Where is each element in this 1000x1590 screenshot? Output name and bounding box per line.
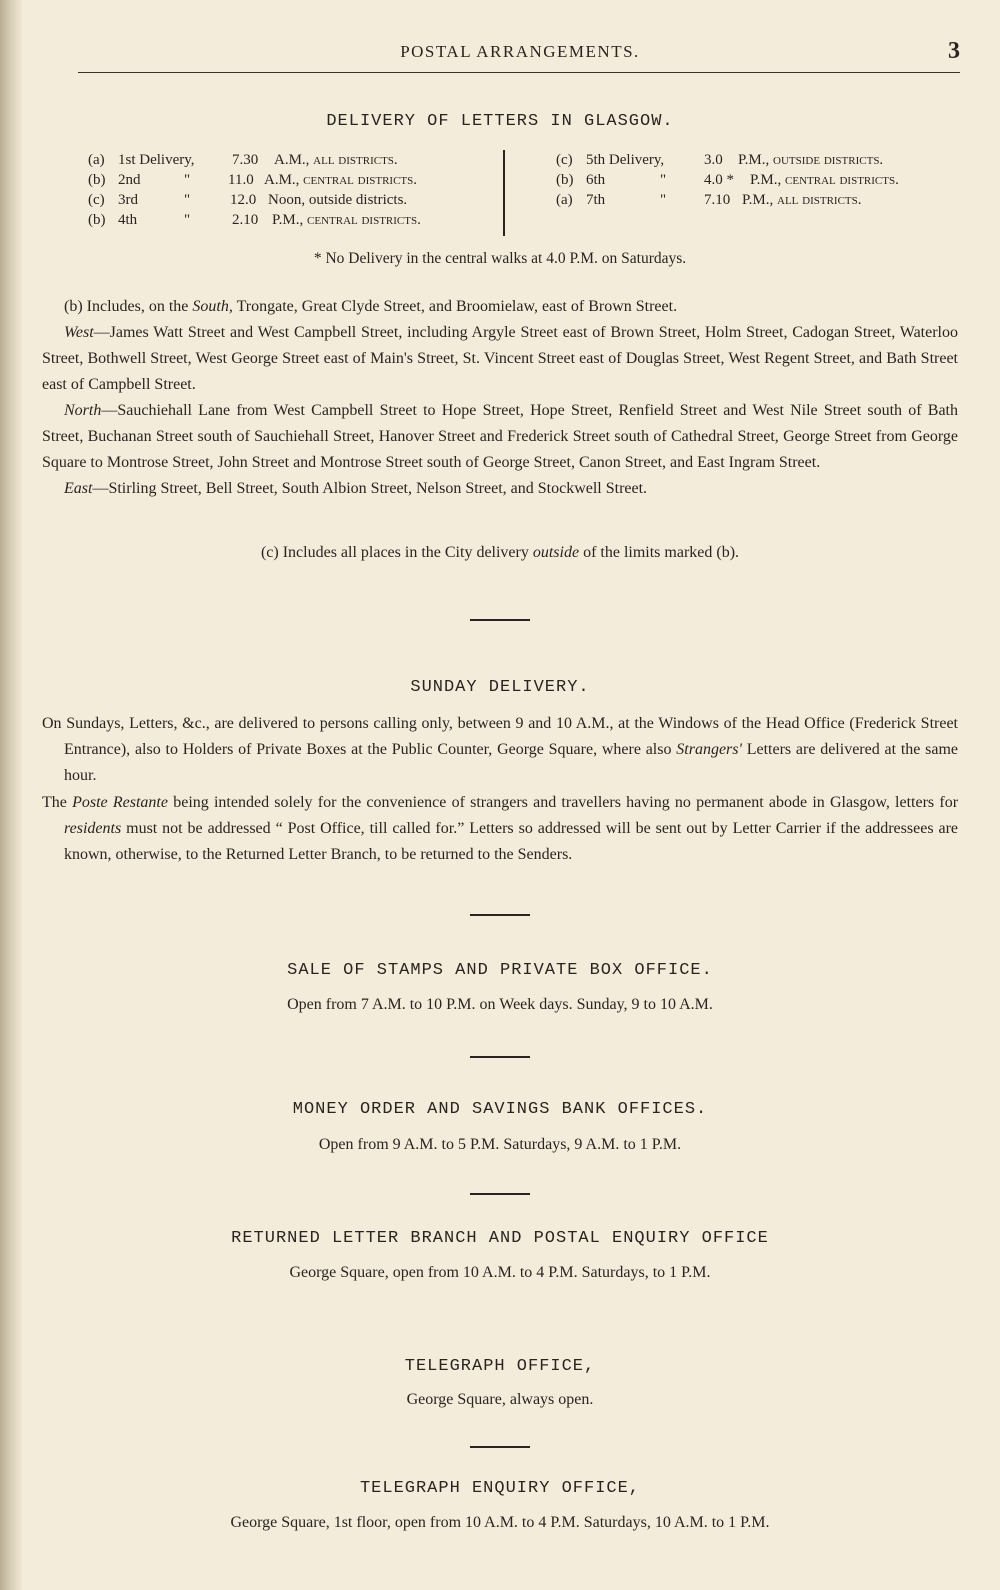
delivery-footnote: * No Delivery in the central walks at 4.0 P.M. on Saturdays. <box>313 250 687 267</box>
sunday-paragraph-1 <box>42 711 958 789</box>
column-divider <box>503 150 505 236</box>
row-time: 7.10 <box>704 192 731 208</box>
row-ordinal: 2nd <box>118 172 141 188</box>
sunday-p1-text: On Sundays, Letters, &c., are delivered to persons calling only, between 9 and 10 A.M., at the Windows of the Head Office (Frederick Street Entrance), also to Holders of Private Boxes at the Public Counter, George Square, where also <box>42 715 958 758</box>
row-mark: (b) <box>88 172 106 188</box>
north-label: North <box>64 402 102 419</box>
row-mark: (a) <box>88 152 105 168</box>
running-title: POSTAL ARRANGEMENTS. <box>400 42 640 61</box>
row-suffix: P.M., all districts. <box>742 192 862 208</box>
sunday-p2-lead: The <box>42 794 67 811</box>
row-mark: (a) <box>556 192 573 208</box>
delivery-row <box>88 190 498 210</box>
sunday-p2-text: being intended solely for the convenience of strangers and travellers having no permanent abode in Glasgow, letters for <box>173 794 959 811</box>
note-b <box>42 294 958 502</box>
sunday-paragraph-2 <box>42 790 958 868</box>
poste-restante: Poste Restante <box>72 794 168 811</box>
row-suffix: P.M., central districts. <box>272 212 421 228</box>
row-time: 12.0 <box>230 192 257 208</box>
note-b-lead: (b) Includes, on the <box>64 298 189 315</box>
south-text: Trongate, Great Clyde Street, and Broomielaw, east of Brown Street. <box>236 298 678 315</box>
binding-edge <box>0 0 22 1590</box>
delivery-row <box>556 170 966 190</box>
section-divider <box>470 619 530 621</box>
row-ordinal: 5th Delivery, <box>586 152 665 168</box>
residents-italic: residents <box>64 820 122 837</box>
sunday-p1-italic: Strangers' <box>676 741 742 758</box>
delivery-heading: DELIVERY OF LETTERS IN GLASGOW. <box>326 112 674 131</box>
note-c-after: of the limits marked (b). <box>583 544 740 561</box>
note-c-before: (c) Includes all places in the City delivery <box>260 544 529 561</box>
delivery-row <box>556 190 966 210</box>
row-suffix: A.M., all districts. <box>274 152 398 168</box>
stamps-hours: Open from 7 A.M. to 10 P.M. on Week days. Sunday, 9 to 10 A.M. <box>287 996 713 1013</box>
sunday-heading: SUNDAY DELIVERY. <box>410 678 590 697</box>
note-b-north <box>42 398 958 476</box>
delivery-row <box>556 150 966 170</box>
row-ordinal: 7th <box>586 192 606 208</box>
delivery-row <box>88 210 498 230</box>
page-number: 3 <box>948 38 960 64</box>
row-time: 7.30 <box>232 152 259 168</box>
row-mark: (b) <box>556 172 574 188</box>
row-ditto: " <box>184 172 191 188</box>
section-divider <box>470 914 530 916</box>
west-text: —James Watt Street and West Campbell Street, including Argyle Street east of Brown Street, Holm Street, Cadogan Street, Waterloo Street, Bothwell Street, West George Street east of Main's Street, St. Vincent Street east of Douglas Street, West Regent Street, and Bath Street east of Campbell Street. <box>42 324 958 393</box>
row-ordinal: 6th <box>586 172 606 188</box>
east-text: —Stirling Street, Bell Street, South Albion Street, Nelson Street, and Stockwell Street. <box>92 480 648 497</box>
east-label: East <box>64 480 93 497</box>
delivery-row <box>88 150 498 170</box>
delivery-schedule-left <box>88 150 498 230</box>
row-time: 3.0 <box>704 152 723 168</box>
money-order-hours: Open from 9 A.M. to 5 P.M. Saturdays, 9 A.M. to 1 P.M. <box>318 1136 682 1153</box>
north-text: —Sauchiehall Lane from West Campbell Street to Hope Street, Hope Street, Renfield Street and West Nile Street south of Bath Street, Buchanan Street south of Sauchiehall Street, Hanover Street and Frederick Street south of Cathedral Street, George Street from George Square to Montrose Street, John Street and Montrose Street south of George Street, Canon Street, and East Ingram Street. <box>42 402 958 471</box>
header-rule <box>78 72 960 73</box>
stamps-heading: SALE OF STAMPS AND PRIVATE BOX OFFICE. <box>287 961 713 980</box>
row-time: 11.0 <box>228 172 254 188</box>
row-suffix: Noon, outside districts. <box>268 192 408 208</box>
returned-letter-hours: George Square, open from 10 A.M. to 4 P.M. Saturdays, to 1 P.M. <box>289 1264 711 1281</box>
row-time: 2.10 <box>232 212 259 228</box>
money-order-heading: MONEY ORDER AND SAVINGS BANK OFFICES. <box>292 1100 708 1119</box>
row-mark: (c) <box>88 192 105 208</box>
telegraph-enquiry-hours: George Square, 1st floor, open from 10 A.M. to 4 P.M. Saturdays, 10 A.M. to 1 P.M. <box>230 1514 770 1531</box>
south-label: South, <box>192 298 233 315</box>
row-ordinal: 3rd <box>118 192 138 208</box>
row-suffix: P.M., central districts. <box>750 172 899 188</box>
delivery-schedule-right <box>556 150 966 210</box>
row-ordinal: 1st Delivery, <box>118 152 195 168</box>
row-ditto: " <box>660 192 667 208</box>
row-ditto: " <box>184 212 191 228</box>
west-label: West <box>64 324 94 341</box>
note-c-italic: outside <box>532 544 580 561</box>
row-mark: (b) <box>88 212 106 228</box>
note-c <box>40 540 960 566</box>
note-b-west <box>42 320 958 398</box>
sunday-p1-end: Letters are delivered at the same hour. <box>64 741 959 784</box>
row-ordinal: 4th <box>118 212 138 228</box>
sunday-p2-end: must not be addressed “ Post Office, till called for.” Letters so addressed will be sent out by Letter Carrier if the addressees are known, otherwise, to the Returned Letter Branch, to be returned to the Senders. <box>64 820 959 863</box>
running-head <box>80 38 960 68</box>
note-b-south <box>42 294 958 320</box>
row-suffix: P.M., outside districts. <box>738 152 884 168</box>
section-divider <box>470 1446 530 1448</box>
returned-letter-heading: RETURNED LETTER BRANCH AND POSTAL ENQUIRY OFFICE <box>231 1229 769 1248</box>
telegraph-enquiry-heading: TELEGRAPH ENQUIRY OFFICE, <box>359 1479 641 1498</box>
row-mark: (c) <box>556 152 573 168</box>
note-b-east <box>42 476 958 502</box>
row-ditto: " <box>660 172 667 188</box>
section-divider <box>470 1193 530 1195</box>
telegraph-hours: George Square, always open. <box>406 1391 594 1408</box>
row-time: 4.0 * <box>704 172 734 188</box>
row-ditto: " <box>184 192 191 208</box>
row-suffix: A.M., central districts. <box>264 172 418 188</box>
section-divider <box>470 1056 530 1058</box>
delivery-row <box>88 170 498 190</box>
telegraph-heading: TELEGRAPH OFFICE, <box>404 1357 596 1376</box>
